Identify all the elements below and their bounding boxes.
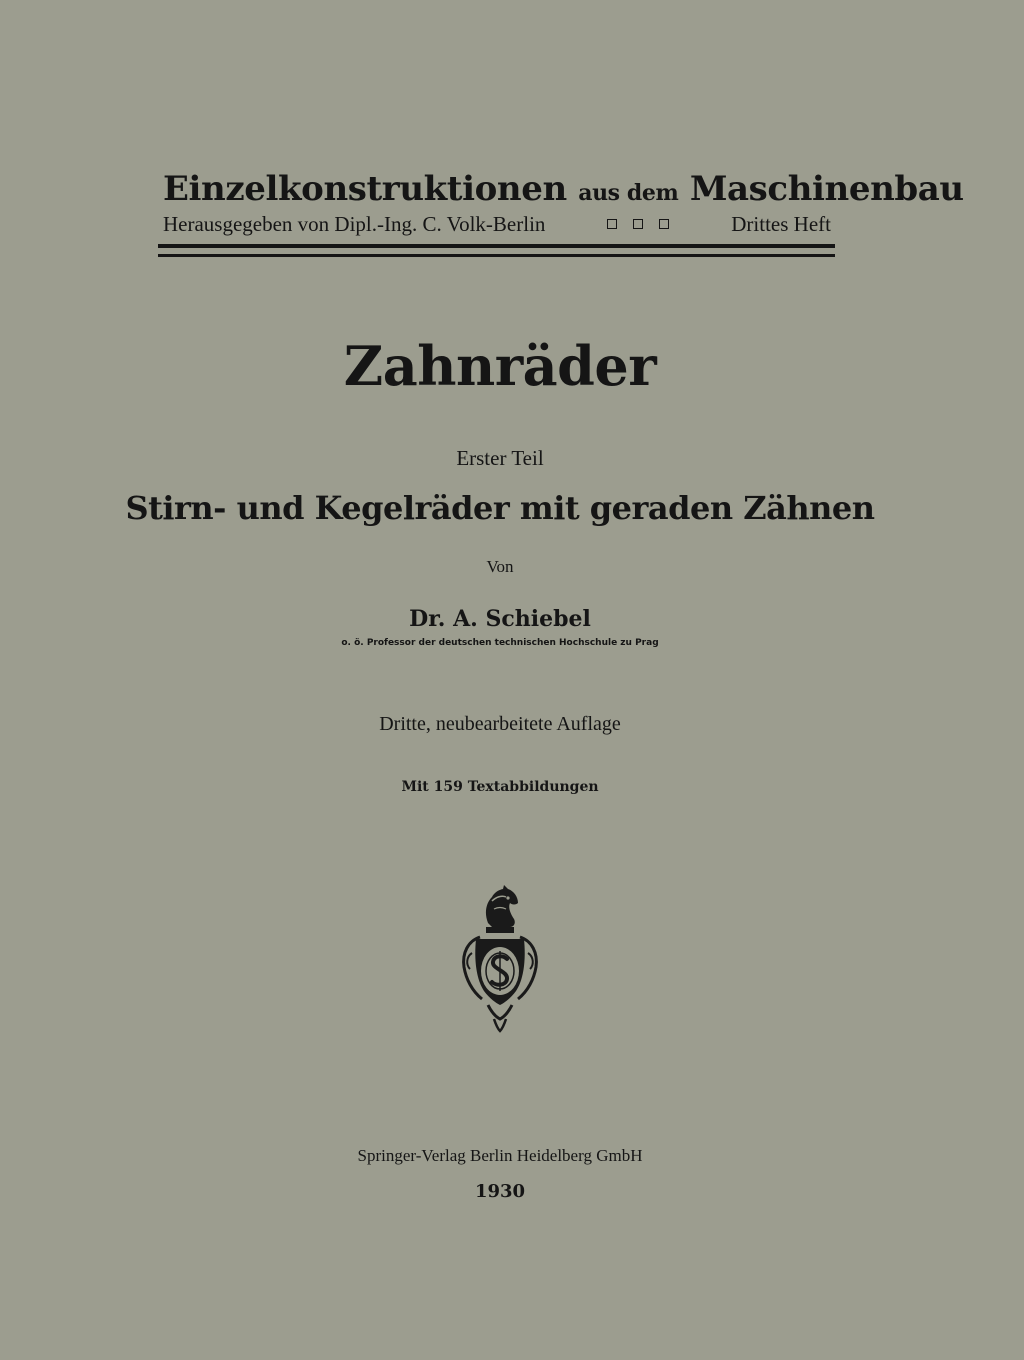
book-title: Zahnräder [343, 334, 657, 398]
square-ornament-icon [633, 219, 643, 229]
springer-knight-emblem-icon [458, 883, 542, 1033]
divider-thick [158, 244, 835, 248]
publisher-name: Springer-Verlag Berlin Heidelberg GmbH [357, 1146, 643, 1165]
editor-credit: Herausgegeben von Dipl.-Ing. C. Volk-Berlin [163, 212, 546, 236]
illustrations-count: Mit 159 Textabbildungen [401, 779, 599, 795]
series-title-main: Einzelkonstruktionen [163, 169, 567, 209]
ornament-boxes [607, 219, 669, 229]
book-subtitle: Stirn- und Kegelräder mit geraden Zähnen [125, 489, 875, 527]
edition-label: Dritte, neubearbeitete Auflage [379, 713, 621, 735]
author-name: Dr. A. Schiebel [409, 606, 591, 632]
part-label: Erster Teil [456, 446, 544, 470]
publication-year: 1930 [474, 1181, 526, 1202]
issue-number: Drittes Heft [731, 212, 831, 236]
square-ornament-icon [607, 219, 617, 229]
author-affiliation: o. ö. Professor der deutschen technischen Hochschule zu Prag [341, 638, 659, 648]
divider-thin [158, 254, 835, 257]
series-title [163, 169, 964, 212]
by-label: Von [486, 557, 514, 576]
series-title-end: Maschinenbau [689, 169, 964, 209]
series-title-connector: aus dem [578, 180, 679, 206]
square-ornament-icon [659, 219, 669, 229]
series-editor-line [163, 211, 831, 237]
